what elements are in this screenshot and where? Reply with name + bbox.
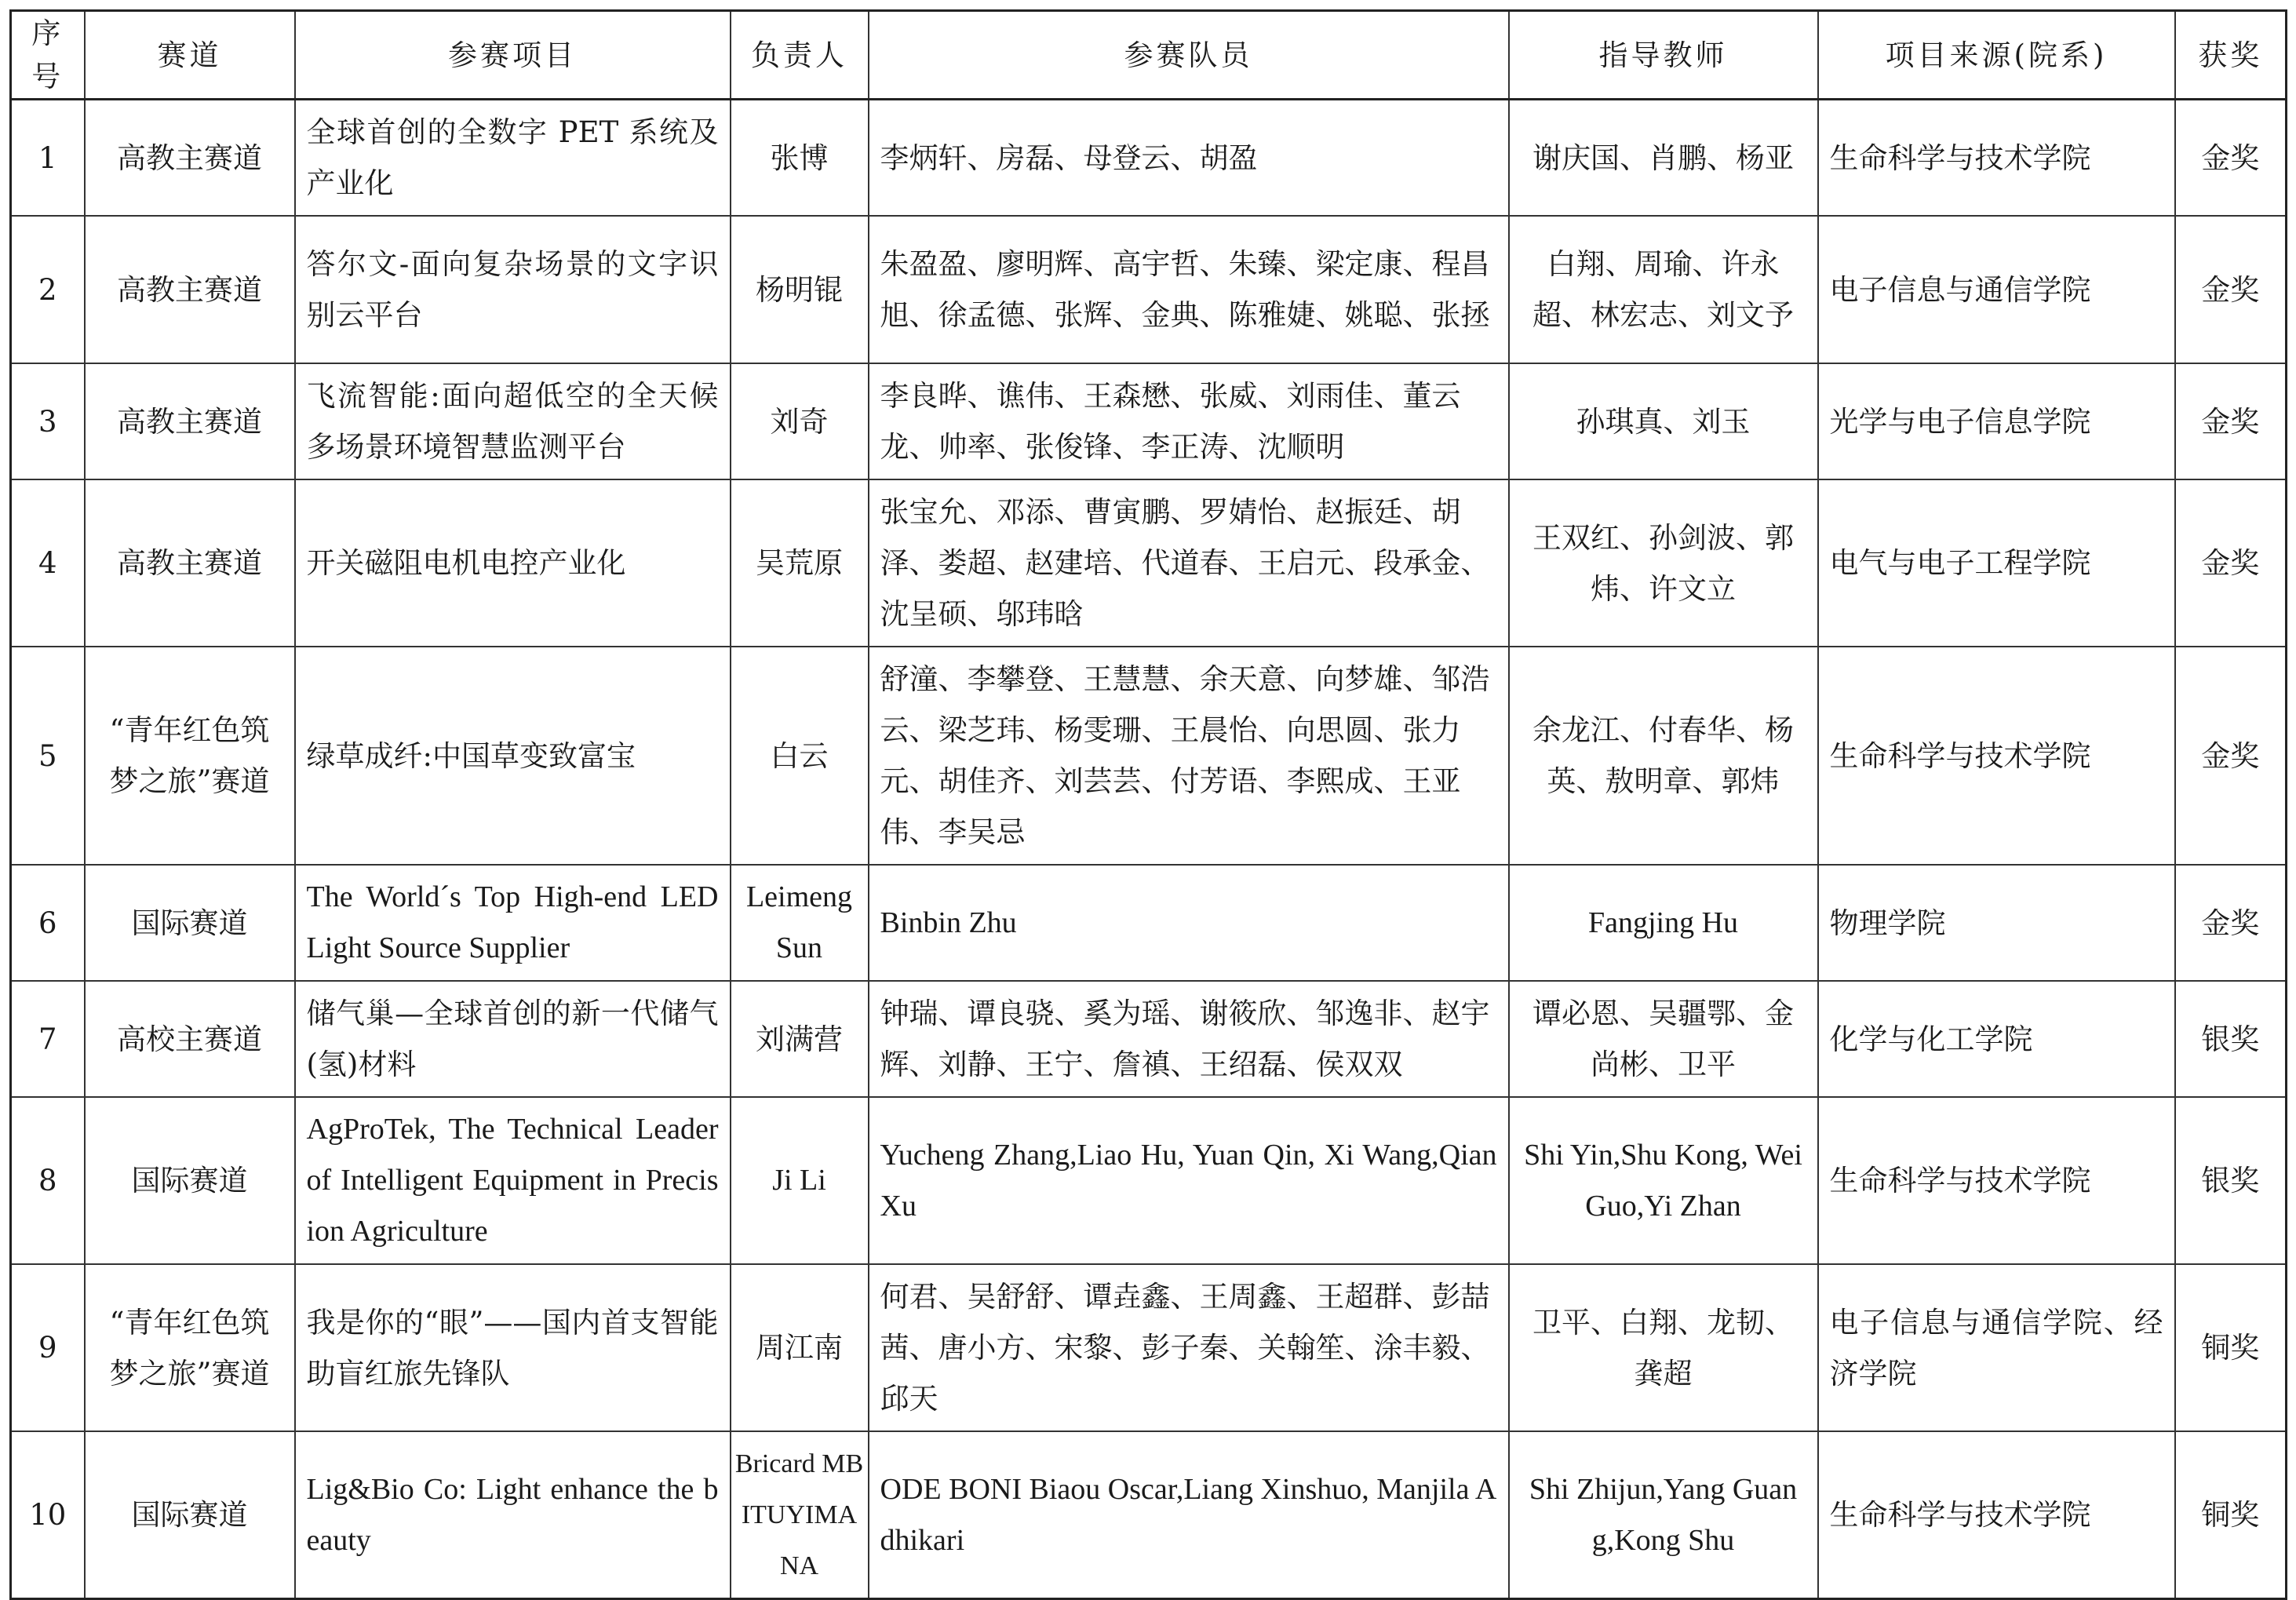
- cell-track: “青年红色筑梦之旅”赛道: [85, 1264, 295, 1431]
- cell-leader: Leimeng Sun: [731, 865, 869, 981]
- cell-leader: 刘奇: [731, 363, 869, 479]
- cell-leader: Ji Li: [731, 1097, 869, 1264]
- table-row: [11, 1097, 2287, 1264]
- cell-track: 高教主赛道: [85, 100, 295, 217]
- cell-leader: 白云: [731, 647, 869, 865]
- cell-track: 高教主赛道: [85, 363, 295, 479]
- awards-table: [9, 9, 2287, 1600]
- cell-source: 化学与化工学院: [1818, 981, 2175, 1097]
- cell-award: 银奖: [2175, 1097, 2287, 1264]
- cell-advisors: Shi Zhijun,Yang Guang,Kong Shu: [1509, 1431, 1818, 1599]
- cell-members: 李炳轩、房磊、母登云、胡盈: [869, 100, 1509, 217]
- header-project: 参赛项目: [295, 11, 731, 100]
- cell-award: 金奖: [2175, 100, 2287, 217]
- cell-advisors: 余龙江、付春华、杨英、敖明章、郭炜: [1509, 647, 1818, 865]
- cell-members: ODE BONI Biaou Oscar,Liang Xinshuo, Manjila Adhikari: [869, 1431, 1509, 1599]
- cell-advisors: 白翔、周瑜、许永超、林宏志、刘文予: [1509, 216, 1818, 363]
- cell-project: 开关磁阻电机电控产业化: [295, 479, 731, 647]
- cell-members: Yucheng Zhang,Liao Hu, Yuan Qin, Xi Wang,Qian Xu: [869, 1097, 1509, 1264]
- cell-members: 张宝允、邓添、曹寅鹏、罗婧怡、赵振廷、胡泽、娄超、赵建培、代道春、王启元、段承金、沈呈硕、邬玮晗: [869, 479, 1509, 647]
- cell-project: 全球首创的全数字 PET 系统及产业化: [295, 100, 731, 217]
- cell-track: 国际赛道: [85, 865, 295, 981]
- header-source: 项目来源(院系): [1818, 11, 2175, 100]
- cell-no: 2: [11, 216, 85, 363]
- cell-project: 绿草成纤:中国草变致富宝: [295, 647, 731, 865]
- table-row: [11, 1264, 2287, 1431]
- cell-source: 生命科学与技术学院: [1818, 100, 2175, 217]
- header-advisors: 指导教师: [1509, 11, 1818, 100]
- cell-leader: 刘满营: [731, 981, 869, 1097]
- cell-advisors: Shi Yin,Shu Kong, Wei Guo,Yi Zhan: [1509, 1097, 1818, 1264]
- cell-source: 生命科学与技术学院: [1818, 1097, 2175, 1264]
- cell-advisors: 谢庆国、肖鹏、杨亚: [1509, 100, 1818, 217]
- cell-members: 钟瑞、谭良骁、奚为瑶、谢筱欣、邹逸非、赵宇辉、刘静、王宁、詹禛、王绍磊、侯双双: [869, 981, 1509, 1097]
- cell-no: 6: [11, 865, 85, 981]
- table-body: [11, 100, 2287, 1599]
- cell-advisors: 卫平、白翔、龙韧、龚超: [1509, 1264, 1818, 1431]
- cell-source: 物理学院: [1818, 865, 2175, 981]
- cell-project: 答尔文-面向复杂场景的文字识别云平台: [295, 216, 731, 363]
- cell-track: 国际赛道: [85, 1431, 295, 1599]
- cell-award: 金奖: [2175, 363, 2287, 479]
- table-header: [11, 11, 2287, 100]
- cell-project: AgProTek, The Technical Leader of Intelligent Equipment in Precision Agriculture: [295, 1097, 731, 1264]
- cell-project: 我是你的“眼”——国内首支智能助盲红旅先锋队: [295, 1264, 731, 1431]
- cell-leader: 杨明锟: [731, 216, 869, 363]
- cell-track: 国际赛道: [85, 1097, 295, 1264]
- cell-award: 金奖: [2175, 479, 2287, 647]
- cell-award: 金奖: [2175, 647, 2287, 865]
- cell-leader: Bricard MBITUYIMANA: [731, 1431, 869, 1599]
- cell-award: 银奖: [2175, 981, 2287, 1097]
- header-no: 序号: [11, 11, 85, 100]
- cell-leader: 吴荒原: [731, 479, 869, 647]
- cell-members: Binbin Zhu: [869, 865, 1509, 981]
- cell-award: 金奖: [2175, 216, 2287, 363]
- cell-no: 7: [11, 981, 85, 1097]
- table-row: [11, 216, 2287, 363]
- header-award: 获奖: [2175, 11, 2287, 100]
- cell-source: 生命科学与技术学院: [1818, 1431, 2175, 1599]
- cell-no: 8: [11, 1097, 85, 1264]
- header-track: 赛道: [85, 11, 295, 100]
- cell-source: 电气与电子工程学院: [1818, 479, 2175, 647]
- table-row: [11, 100, 2287, 217]
- cell-members: 何君、吴舒舒、谭垚鑫、王周鑫、王超群、彭喆茜、唐小方、宋黎、彭子秦、关翰笙、涂丰毅、邱天: [869, 1264, 1509, 1431]
- table-row: [11, 1431, 2287, 1599]
- cell-project: 储气巢—全球首创的新一代储气(氢)材料: [295, 981, 731, 1097]
- cell-leader: 周江南: [731, 1264, 869, 1431]
- cell-track: 高校主赛道: [85, 981, 295, 1097]
- table-row: [11, 479, 2287, 647]
- cell-source: 生命科学与技术学院: [1818, 647, 2175, 865]
- cell-track: “青年红色筑梦之旅”赛道: [85, 647, 295, 865]
- cell-no: 10: [11, 1431, 85, 1599]
- cell-track: 高教主赛道: [85, 216, 295, 363]
- cell-members: 舒潼、李攀登、王慧慧、余天意、向梦雄、邹浩云、梁芝玮、杨雯珊、王晨怡、向思圆、张力元、胡佳齐、刘芸芸、付芳语、李熙成、王亚伟、李吴忌: [869, 647, 1509, 865]
- cell-no: 5: [11, 647, 85, 865]
- table-row: [11, 647, 2287, 865]
- cell-leader: 张博: [731, 100, 869, 217]
- table-row: [11, 363, 2287, 479]
- cell-project: 飞流智能:面向超低空的全天候多场景环境智慧监测平台: [295, 363, 731, 479]
- cell-source: 电子信息与通信学院: [1818, 216, 2175, 363]
- table-row: [11, 865, 2287, 981]
- cell-award: 铜奖: [2175, 1264, 2287, 1431]
- table-row: [11, 981, 2287, 1097]
- header-leader: 负责人: [731, 11, 869, 100]
- cell-no: 4: [11, 479, 85, 647]
- cell-track: 高教主赛道: [85, 479, 295, 647]
- cell-award: 金奖: [2175, 865, 2287, 981]
- cell-no: 9: [11, 1264, 85, 1431]
- cell-source: 电子信息与通信学院、经济学院: [1818, 1264, 2175, 1431]
- cell-project: Lig&Bio Co: Light enhance the beauty: [295, 1431, 731, 1599]
- cell-no: 1: [11, 100, 85, 217]
- cell-source: 光学与电子信息学院: [1818, 363, 2175, 479]
- header-members: 参赛队员: [869, 11, 1509, 100]
- cell-project: The World´s Top High-end LED Light Source Supplier: [295, 865, 731, 981]
- cell-members: 朱盈盈、廖明辉、高宇哲、朱臻、梁定康、程昌旭、徐孟德、张辉、金典、陈雅婕、姚聪、张拯: [869, 216, 1509, 363]
- cell-award: 铜奖: [2175, 1431, 2287, 1599]
- cell-advisors: 谭必恩、吴疆鄂、金尚彬、卫平: [1509, 981, 1818, 1097]
- cell-advisors: Fangjing Hu: [1509, 865, 1818, 981]
- cell-no: 3: [11, 363, 85, 479]
- cell-advisors: 孙琪真、刘玉: [1509, 363, 1818, 479]
- cell-members: 李良晔、谯伟、王森懋、张威、刘雨佳、董云龙、帅率、张俊锋、李正涛、沈顺明: [869, 363, 1509, 479]
- cell-advisors: 王双红、孙剑波、郭炜、许文立: [1509, 479, 1818, 647]
